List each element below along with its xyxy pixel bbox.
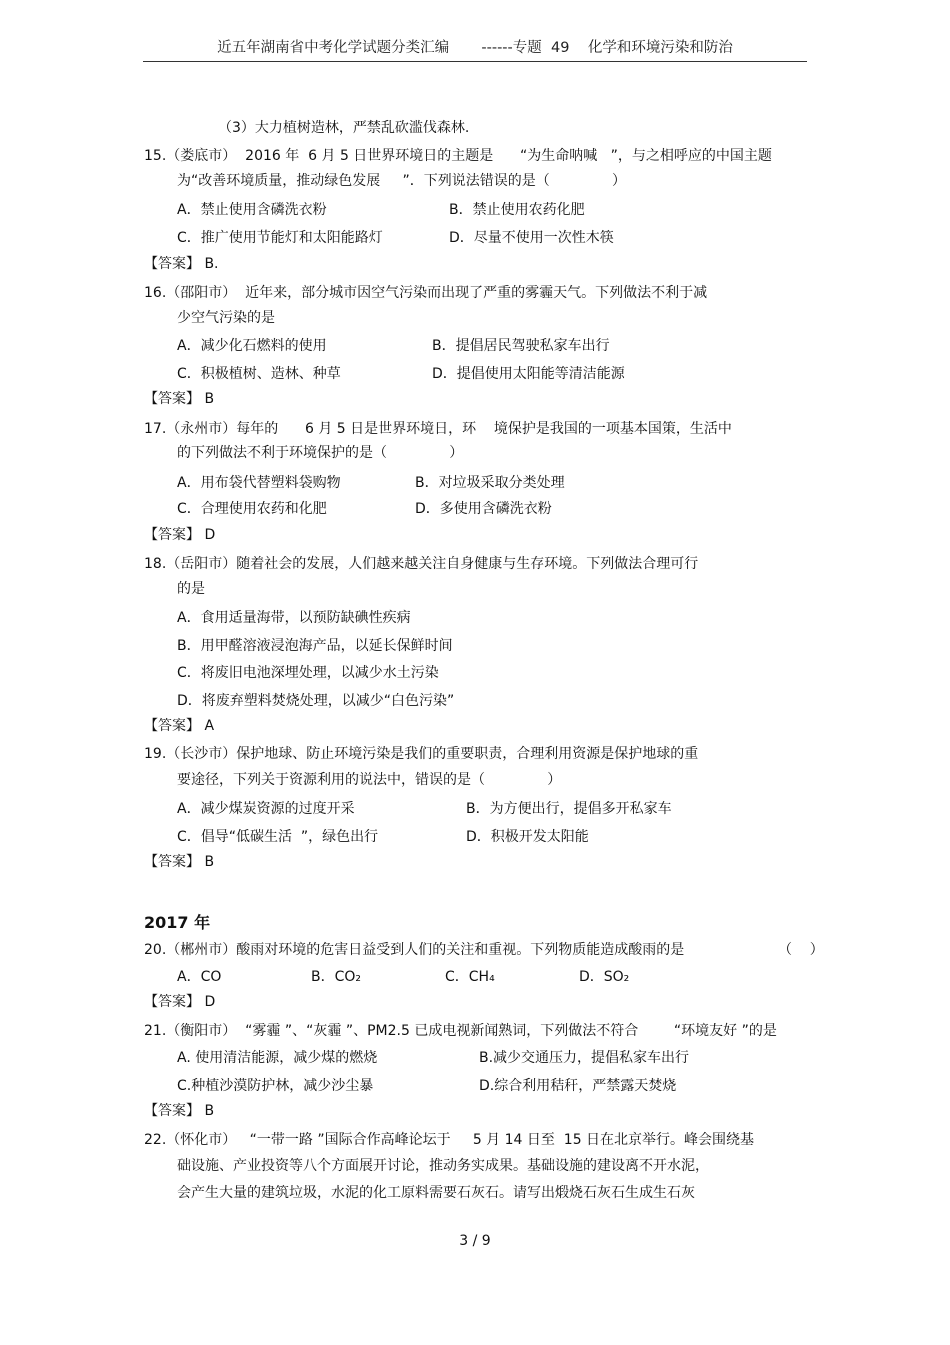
question-22-cont: 会产生大量的建筑垃圾，水泥的化工原料需要石灰石。请写出煅烧石灰石生成生石灰 bbox=[177, 1185, 695, 1201]
answer-18: 【答案】 A bbox=[144, 718, 215, 734]
option-c: C．倡导“低碳生活 ”，绿色出行 bbox=[177, 829, 379, 845]
option-a: A．减少煤炭资源的过度开采 bbox=[177, 801, 355, 817]
question-15: 15.（娄底市） 2016 年 6 月 5 日世界环境日的主题是 “为生命呐喊 ”，与之相呼应的中国主题 bbox=[144, 148, 772, 164]
answer-21: 【答案】 B bbox=[144, 1103, 215, 1119]
option-c: C．将废旧电池深埋处理，以减少水土污染 bbox=[177, 665, 439, 681]
option-b: B．为方便出行，提倡多开私家车 bbox=[466, 801, 672, 817]
question-18: 18.（岳阳市）随着社会的发展，人们越来越关注自身健康与生存环境。下列做法合理可行 bbox=[144, 556, 699, 572]
header-divider bbox=[143, 61, 807, 62]
option-a: A．减少化石燃料的使用 bbox=[177, 338, 327, 354]
option-d: D．多使用含磷洗衣粉 bbox=[415, 501, 552, 517]
option-b: B．用甲醛溶液浸泡海产品，以延长保鲜时间 bbox=[177, 638, 453, 654]
option-d: D．将废弃塑料焚烧处理，以减少“白色污染” bbox=[177, 693, 455, 709]
question-19-cont: 要途径，下列关于资源利用的说法中，错误的是（ ） bbox=[177, 772, 562, 788]
option-d: D．积极开发太阳能 bbox=[466, 829, 589, 845]
text-line: （3）大力植树造林，严禁乱砍滥伐森林. bbox=[218, 120, 470, 136]
question-18-cont: 的是 bbox=[177, 581, 205, 597]
option-d: D．尽量不使用一次性木筷 bbox=[449, 230, 614, 246]
option-a: A．CO bbox=[177, 969, 222, 985]
answer-19: 【答案】 B bbox=[144, 854, 215, 870]
question-16-cont: 少空气污染的是 bbox=[177, 310, 275, 326]
option-d: D．SO₂ bbox=[579, 969, 630, 985]
option-a: A．食用适量海带，以预防缺碘性疾病 bbox=[177, 610, 411, 626]
option-b: B．对垃圾采取分类处理 bbox=[415, 475, 565, 491]
answer-15: 【答案】 B. bbox=[144, 256, 219, 272]
option-a: A. 使用清洁能源，减少煤的燃烧 bbox=[177, 1050, 378, 1066]
option-b: B．CO₂ bbox=[311, 969, 362, 985]
option-b: B.减少交通压力，提倡私家车出行 bbox=[479, 1050, 690, 1066]
option-c: C．积极植树、造林、种草 bbox=[177, 366, 341, 382]
question-15-cont: 为“改善环境质量，推动绿色发展 ”．下列说法错误的是（ ） bbox=[177, 173, 627, 189]
question-22-cont: 础设施、产业投资等八个方面展开讨论，推动务实成果。基础设施的建设离不开水泥， bbox=[177, 1158, 709, 1174]
question-22: 22.（怀化市） “一带一路 ”国际合作高峰论坛于 5 月 14 日至 15 日在北京举行。峰会围绕基 bbox=[144, 1132, 755, 1148]
question-19: 19.（长沙市）保护地球、防止环境污染是我们的重要职责，合理利用资源是保护地球的重 bbox=[144, 746, 699, 762]
option-d: D.综合利用秸秆，严禁露天焚烧 bbox=[479, 1078, 677, 1094]
option-a: A．禁止使用含磷洗衣粉 bbox=[177, 202, 327, 218]
option-a: A．用布袋代替塑料袋购物 bbox=[177, 475, 341, 491]
option-c: C.种植沙漠防护林，减少沙尘暴 bbox=[177, 1078, 374, 1094]
option-c: C．合理使用农药和化肥 bbox=[177, 501, 327, 517]
answer-blank: （ ） bbox=[778, 942, 824, 958]
option-c: C．CH₄ bbox=[445, 969, 495, 985]
option-b: B．提倡居民驾驶私家车出行 bbox=[432, 338, 610, 354]
option-d: D．提倡使用太阳能等清洁能源 bbox=[432, 366, 625, 382]
page-number: 3 / 9 bbox=[459, 1233, 491, 1249]
question-20: 20.（郴州市）酸雨对环境的危害日益受到人们的关注和重视。下列物质能造成酸雨的是 bbox=[144, 942, 685, 958]
question-17: 17.（永州市）每年的 6 月 5 日是世界环境日，环 境保护是我国的一项基本国策，生活中 bbox=[144, 421, 732, 437]
section-year-heading: 2017 年 bbox=[144, 913, 211, 932]
option-c: C．推广使用节能灯和太阳能路灯 bbox=[177, 230, 383, 246]
question-16: 16.（邵阳市） 近年来，部分城市因空气污染而出现了严重的雾霾天气。下列做法不利于减 bbox=[144, 285, 708, 301]
question-21: 21.（衡阳市） “雾霾 ”、“灰霾 ”、PM2.5 已成电视新闻熟词，下列做法不符合 “环境友好 ”的是 bbox=[144, 1023, 777, 1039]
answer-16: 【答案】 B bbox=[144, 391, 215, 407]
option-b: B．禁止使用农药化肥 bbox=[449, 202, 585, 218]
page-header: 近五年湖南省中考化学试题分类汇编 ------专题 49 化学和环境污染和防治 bbox=[217, 40, 733, 56]
answer-20: 【答案】 D bbox=[144, 994, 216, 1010]
question-17-cont: 的下列做法不利于环境保护的是（ ） bbox=[177, 445, 464, 461]
answer-17: 【答案】 D bbox=[144, 527, 216, 543]
